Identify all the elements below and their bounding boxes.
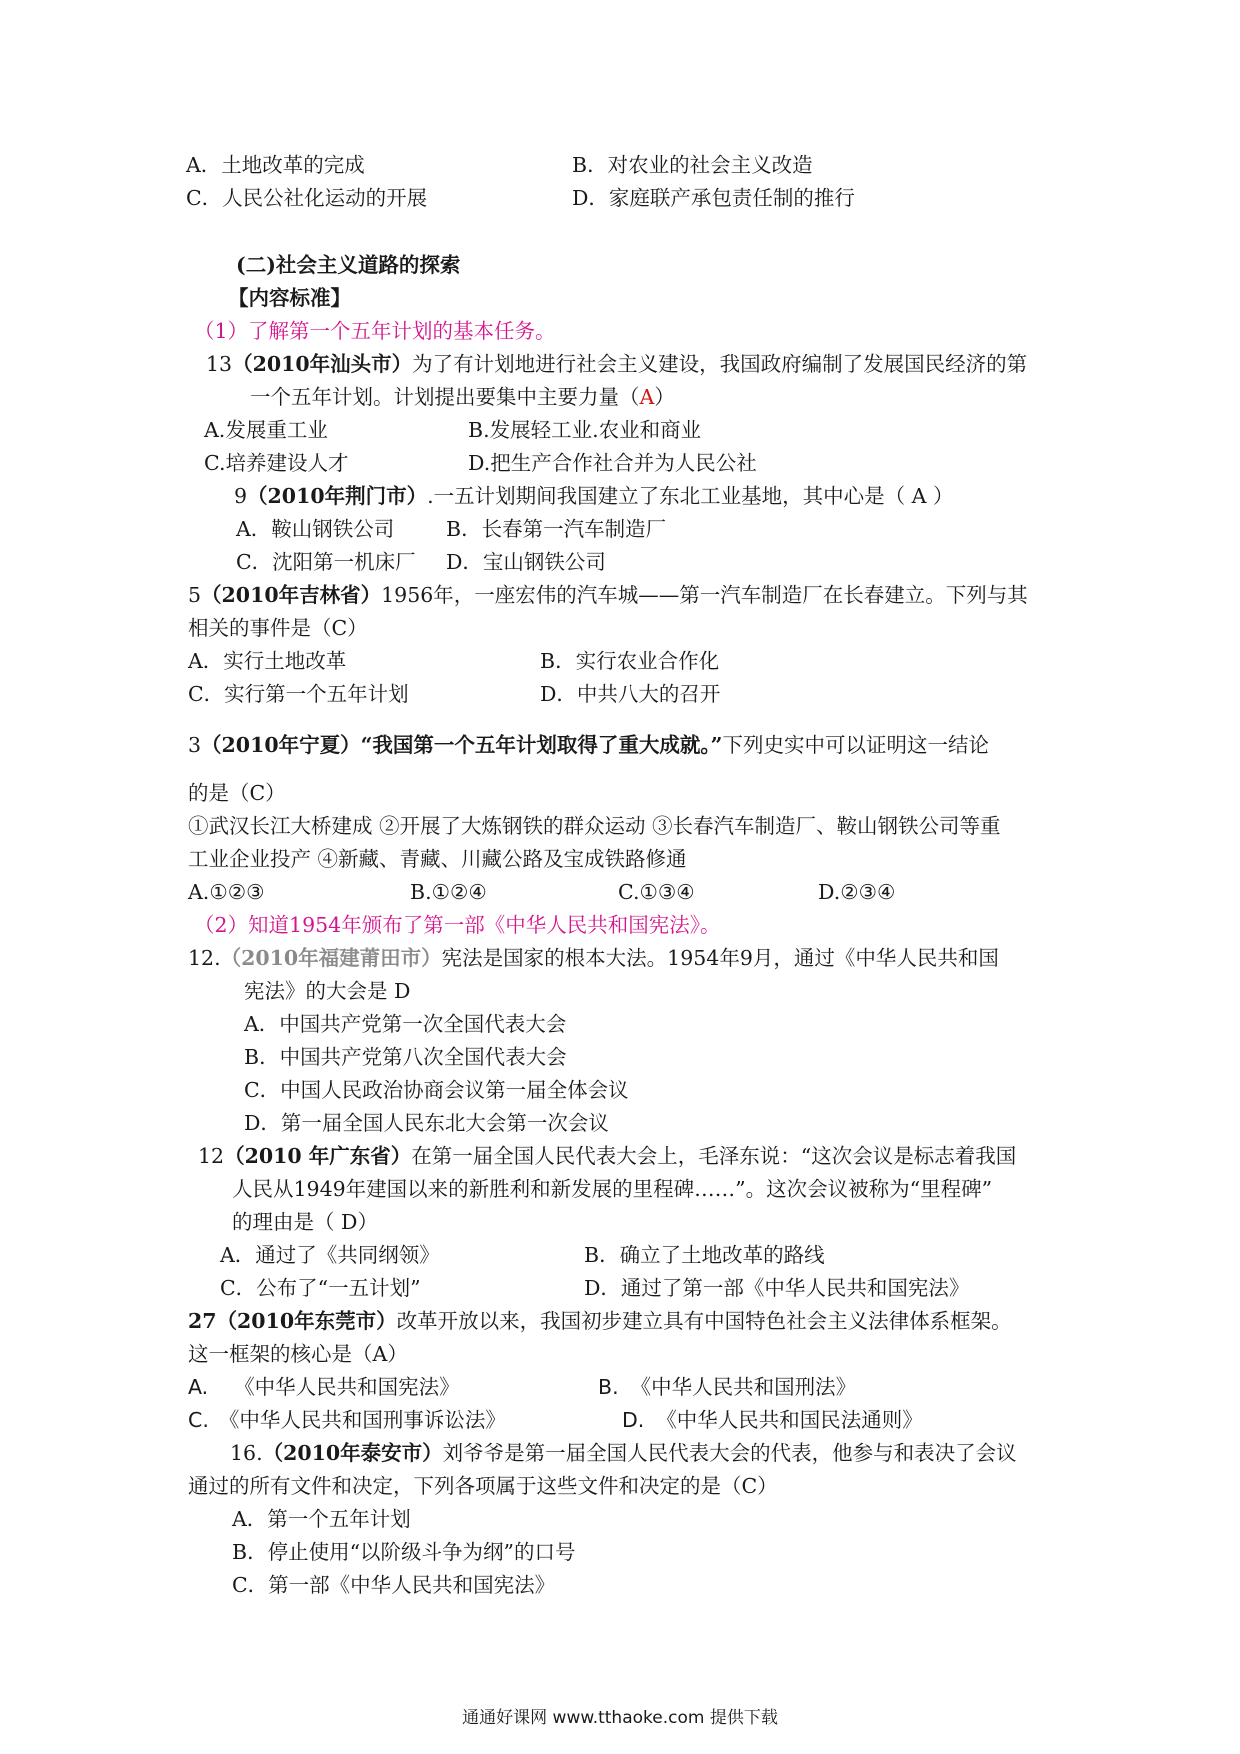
option-text: 《中华人民共和国刑事诉讼法》 xyxy=(218,1408,506,1432)
option-b xyxy=(598,1372,856,1402)
question-9-jingmen xyxy=(234,481,953,511)
question-stem-line: 人民从1949年建国以来的新胜利和新发展的里程碑……”。这次会议被称为“里程碑” xyxy=(232,1177,993,1201)
question-source: （2010年汕头市） xyxy=(232,352,413,376)
question-stem-line: 的是（C） xyxy=(188,781,286,805)
option-d: D．宝山钢铁公司 xyxy=(446,550,606,574)
question-source: （2010年福建莆田市） xyxy=(220,946,442,970)
question-stem-line: 宪法》的大会是 D xyxy=(244,979,411,1003)
question-source: （2010年宁夏） xyxy=(201,733,361,757)
question-number: 27 xyxy=(188,1309,217,1333)
question-number: 16. xyxy=(230,1441,263,1465)
question-stem: .一五计划期间我国建立了东北工业基地，其中心是（ A ） xyxy=(427,484,954,508)
page-footer: 通通好课网 www.tthaoke.com 提供下载 xyxy=(462,1708,778,1728)
content-standard-label: 【内容标准】 xyxy=(228,286,351,310)
option-text: 《中华人民共和国刑法》 xyxy=(630,1375,857,1399)
question-number: 13 xyxy=(206,352,233,376)
option-c: C．实行第一个五年计划 xyxy=(188,682,409,706)
question-stem: 改革开放以来，我国初步建立具有中国特色社会主义法律体系框架。 xyxy=(396,1309,1012,1333)
question-items: 工业企业投产 ④新藏、青藏、川藏公路及宝成铁路修通 xyxy=(188,847,687,871)
question-stem: 刘爷爷是第一届全国人民代表大会的代表，他参与和表决了会议 xyxy=(442,1441,1017,1465)
option-d: D．中共八大的召开 xyxy=(540,682,721,706)
section-title: (二)社会主义道路的探索 xyxy=(236,253,461,277)
question-number: 12 xyxy=(198,1144,225,1168)
option-b: B.发展轻工业.农业和商业 xyxy=(468,418,702,442)
option-c: C．公布了“一五计划” xyxy=(220,1276,421,1300)
question-number: 12. xyxy=(188,946,221,970)
question-27-dongguan xyxy=(188,1306,1012,1336)
answer-mark: A xyxy=(639,385,655,409)
option-c: C．第一部《中华人民共和国宪法》 xyxy=(232,1573,556,1597)
option-b: B．停止使用“以阶级斗争为纲”的口号 xyxy=(232,1540,576,1564)
question-source: （2010年荆门市） xyxy=(247,484,428,508)
question-items: ①武汉长江大桥建成 ②开展了大炼钢铁的群众运动 ③长春汽车制造厂、鞍山钢铁公司等重 xyxy=(188,814,1001,838)
question-13-shantou xyxy=(206,349,1027,379)
option-c xyxy=(188,1405,506,1435)
option-a xyxy=(188,1372,460,1402)
option-a: A．第一个五年计划 xyxy=(232,1507,411,1531)
question-stem: ） xyxy=(654,385,675,409)
option-b: B．对农业的社会主义改造 xyxy=(572,153,813,177)
option-b: B.①②④ xyxy=(410,880,487,904)
option-c: C．人民公社化运动的开展 xyxy=(186,186,428,210)
option-b: B．长春第一汽车制造厂 xyxy=(446,517,667,541)
option-b: B．确立了土地改革的路线 xyxy=(584,1243,825,1267)
question-stem: 1956年，一座宏伟的汽车城——第一汽车制造厂在长春建立。下列与其 xyxy=(381,583,1028,607)
option-a: A．中国共产党第一次全国代表大会 xyxy=(244,1012,567,1036)
question-stem: 宪法是国家的根本大法。1954年9月，通过《中华人民共和国 xyxy=(441,946,999,970)
question-source: （2010年吉林省） xyxy=(201,583,382,607)
question-16-taian xyxy=(230,1438,1017,1468)
question-stem: 下列史实中可以证明这一结论 xyxy=(722,733,989,757)
option-c: C．中国人民政治协商会议第一届全体会议 xyxy=(244,1078,629,1102)
content-standard-2: （2）知道1954年颁布了第一部《中华人民共和国宪法》。 xyxy=(194,913,721,937)
option-b: B．实行农业合作化 xyxy=(540,649,720,673)
question-source: （2010 年广东省） xyxy=(224,1144,412,1168)
option-d: D．家庭联产承包责任制的推行 xyxy=(572,186,855,210)
option-d: D.把生产合作社合并为人民公社 xyxy=(468,451,757,475)
option-b: B．中国共产党第八次全国代表大会 xyxy=(244,1045,567,1069)
question-stem-line: 通过的所有文件和决定，下列各项属于这些文件和决定的是（C） xyxy=(188,1474,778,1498)
question-3-ningxia xyxy=(188,730,989,760)
question-source: （2010年泰安市） xyxy=(262,1441,443,1465)
option-c: C.培养建设人才 xyxy=(204,451,349,475)
question-stem: 为了有计划地进行社会主义建设，我国政府编制了发展国民经济的第 xyxy=(412,352,1028,376)
question-stem: 一个五年计划。计划提出要集中主要力量（ xyxy=(250,385,640,409)
question-12-guangdong xyxy=(198,1141,1016,1171)
option-letter: D. xyxy=(622,1408,645,1432)
question-source: （2010年东莞市） xyxy=(216,1309,397,1333)
question-number: 3 xyxy=(188,733,202,757)
option-letter: B. xyxy=(598,1375,619,1399)
question-stem: 在第一届全国人民代表大会上，毛泽东说：“这次会议是标志着我国 xyxy=(411,1144,1017,1168)
option-c: C．沈阳第一机床厂 xyxy=(236,550,416,574)
option-a: A.①②③ xyxy=(188,880,265,904)
option-a: A．实行土地改革 xyxy=(188,649,347,673)
question-stem-line xyxy=(250,382,675,412)
option-a: A．鞍山钢铁公司 xyxy=(236,517,395,541)
option-d: D.②③④ xyxy=(818,880,896,904)
option-letter: C. xyxy=(188,1408,209,1432)
option-text: 《中华人民共和国民法通则》 xyxy=(656,1408,923,1432)
option-a: A．通过了《共同纲领》 xyxy=(220,1243,440,1267)
option-a: A.发展重工业 xyxy=(204,418,328,442)
option-letter: A. xyxy=(188,1375,209,1399)
question-5-jilin xyxy=(188,580,1028,610)
option-d xyxy=(622,1405,923,1435)
question-stem-line: 的理由是（ D） xyxy=(232,1210,378,1234)
option-text: 《中华人民共和国宪法》 xyxy=(234,1375,460,1399)
option-c: C.①③④ xyxy=(618,880,695,904)
option-d: D．通过了第一部《中华人民共和国宪法》 xyxy=(584,1276,970,1300)
content-standard-1: （1）了解第一个五年计划的基本任务。 xyxy=(194,319,556,343)
question-number: 5 xyxy=(188,583,202,607)
option-a: A．土地改革的完成 xyxy=(186,153,365,177)
option-d: D．第一届全国人民东北大会第一次会议 xyxy=(244,1111,609,1135)
question-number: 9 xyxy=(234,484,248,508)
question-12-putian xyxy=(188,943,999,973)
question-quote: “我国第一个五年计划取得了重大成就。” xyxy=(360,733,723,757)
question-stem-line: 这一框架的核心是（A） xyxy=(188,1342,408,1366)
question-stem-line: 相关的事件是（C） xyxy=(188,616,368,640)
